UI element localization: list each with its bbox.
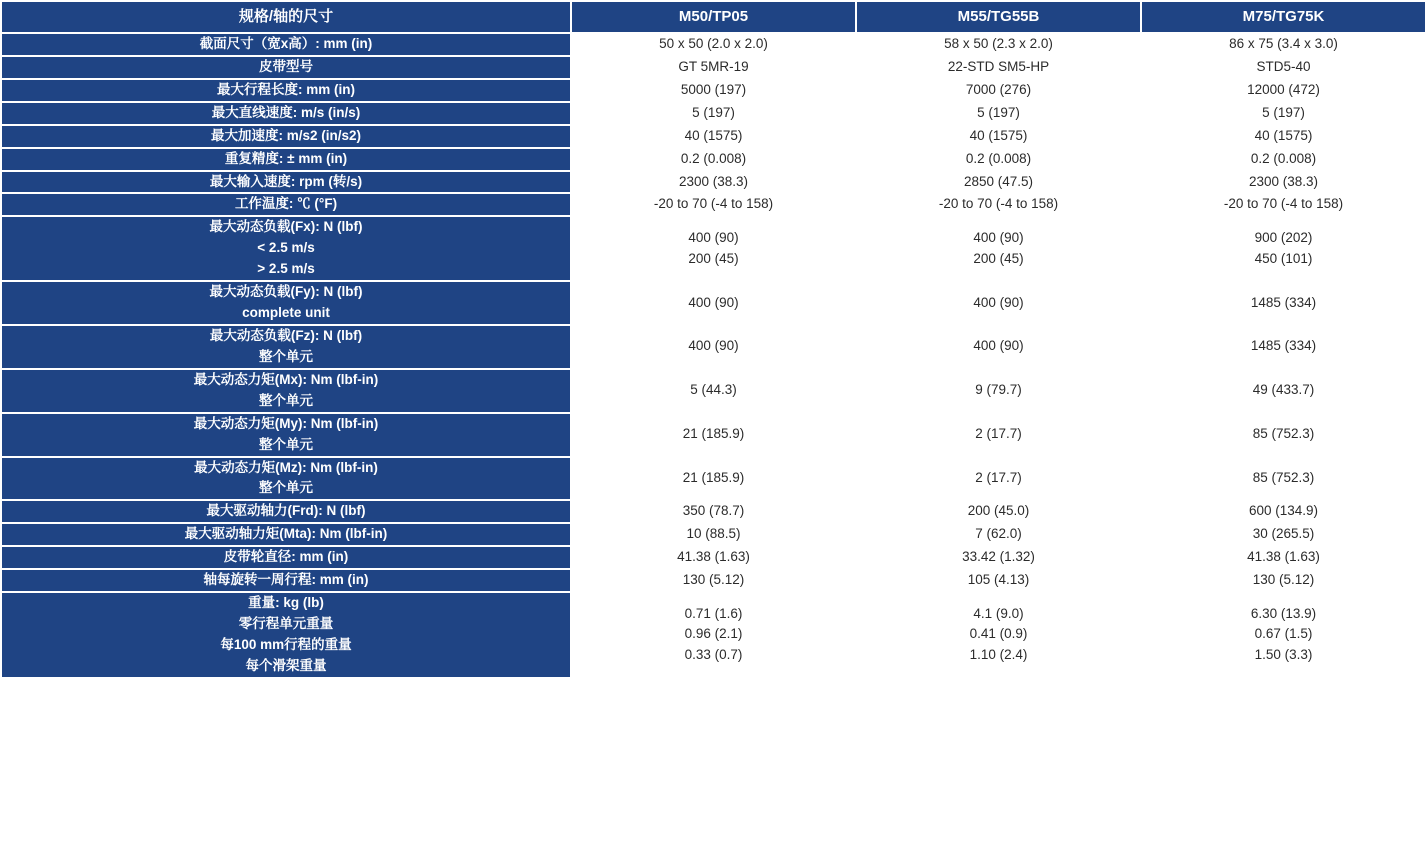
- table-row: [2, 458, 1425, 500]
- cell-value-line: 105 (4.13): [967, 572, 1030, 588]
- cell-value: [857, 370, 1140, 412]
- cell-value: [1142, 34, 1425, 55]
- row-label-line: 截面尺寸（宽x高）: mm (in): [199, 36, 373, 51]
- cell-value: [572, 194, 855, 215]
- cell-value-line: 33.42 (1.32): [962, 549, 1035, 565]
- cell-value-line: 0.67 (1.5): [1254, 626, 1313, 642]
- row-label-line: 轴每旋转一周行程: mm (in): [203, 572, 369, 588]
- row-label-line: 皮带型号: [259, 58, 313, 74]
- row-label-line: 最大驱动轴力矩(Mta): Nm (lbf-in): [184, 526, 388, 542]
- cell-value: [1142, 501, 1425, 522]
- row-label-line: 最大动态负载(Fx): N (lbf): [209, 219, 363, 235]
- row-label: [2, 217, 570, 280]
- cell-value-line: 0.2 (0.008): [1250, 150, 1317, 166]
- cell-value-line: 130 (5.12): [1252, 572, 1315, 588]
- cell-value-line: GT 5MR-19: [678, 58, 749, 74]
- cell-value-line: 1485 (334): [1250, 294, 1317, 310]
- cell-value-line: 2 (17.7): [975, 426, 1022, 442]
- row-label: [2, 570, 570, 591]
- cell-value-line: 21 (185.9): [682, 426, 745, 442]
- cell-value-line: 0.2 (0.008): [965, 150, 1032, 166]
- cell-value-line: 7 (62.0): [975, 526, 1022, 542]
- cell-value-line: 58 x 50 (2.3 x 2.0): [944, 36, 1053, 51]
- cell-value-line: 30 (265.5): [1252, 526, 1315, 542]
- row-label-line: 零行程单元重量: [238, 615, 334, 631]
- table-row: [2, 80, 1425, 101]
- cell-value-line: 21 (185.9): [682, 469, 745, 485]
- cell-value-line: 49 (433.7): [1252, 382, 1315, 398]
- table-header: [2, 2, 1425, 32]
- row-label: [2, 326, 570, 368]
- row-label: [2, 80, 570, 101]
- cell-value: [572, 172, 855, 193]
- table-row: [2, 501, 1425, 522]
- cell-value-line: 2300 (38.3): [1248, 173, 1319, 189]
- cell-value: [572, 282, 855, 324]
- table-header-row: [2, 2, 1425, 32]
- cell-value: [1142, 149, 1425, 170]
- cell-value: [1142, 458, 1425, 500]
- row-label: [2, 126, 570, 147]
- cell-value-line: 350 (78.7): [682, 503, 745, 519]
- cell-value: [1142, 103, 1425, 124]
- cell-value: [1142, 570, 1425, 591]
- cell-value: [857, 172, 1140, 193]
- row-label-line: 最大输入速度: rpm (转/s): [209, 173, 363, 189]
- table-body: [2, 34, 1425, 677]
- cell-value-line: 200 (45.0): [967, 503, 1030, 519]
- cell-value: [572, 103, 855, 124]
- cell-value-line: 5 (197): [692, 104, 735, 120]
- table-row: [2, 149, 1425, 170]
- cell-value: [1142, 326, 1425, 368]
- row-label-line: 每个滑架重量: [245, 657, 327, 673]
- header-spec-label: 规格/轴的尺寸: [2, 2, 570, 32]
- cell-value-line: 0.96 (2.1): [684, 626, 743, 642]
- cell-value: [572, 570, 855, 591]
- row-label-line: 最大动态负载(Fy): N (lbf): [209, 284, 363, 300]
- cell-value: [1142, 126, 1425, 147]
- cell-value-line: 85 (752.3): [1252, 426, 1315, 442]
- table-row: [2, 34, 1425, 55]
- cell-value-line: 1.10 (2.4): [969, 647, 1028, 663]
- cell-value-line: 5000 (197): [680, 81, 747, 97]
- cell-value: [857, 524, 1140, 545]
- cell-value-line: 0.33 (0.7): [684, 647, 743, 663]
- cell-value-line: 10 (88.5): [686, 526, 741, 542]
- cell-value-line: -20 to 70 (-4 to 158): [1223, 196, 1344, 212]
- cell-value-line: 41.38 (1.63): [1247, 549, 1320, 565]
- cell-value-line: 0.71 (1.6): [684, 605, 743, 621]
- cell-value: [1142, 194, 1425, 215]
- row-label-line: > 2.5 m/s: [257, 261, 315, 277]
- row-label-line: 最大加速度: m/s2 (in/s2): [210, 127, 362, 143]
- cell-value: [857, 103, 1140, 124]
- cell-value: [857, 34, 1140, 55]
- cell-value: [572, 34, 855, 55]
- row-label-line: 工作温度: ℃ (°F): [234, 196, 338, 212]
- row-label: [2, 34, 570, 55]
- cell-value: [572, 57, 855, 78]
- row-label-line: 最大动态力矩(Mx): Nm (lbf-in): [193, 371, 379, 387]
- row-label-line: 最大动态力矩(Mz): Nm (lbf-in): [194, 459, 378, 475]
- cell-value: [572, 80, 855, 101]
- row-label: [2, 282, 570, 324]
- cell-value-line: 40 (1575): [684, 127, 743, 143]
- cell-value: [1142, 57, 1425, 78]
- cell-value: [857, 501, 1140, 522]
- row-label-line: 整个单元: [259, 348, 313, 364]
- cell-value-line: 85 (752.3): [1252, 469, 1315, 485]
- cell-value-line: 7000 (276): [965, 81, 1032, 97]
- cell-value-line: 200 (45): [973, 250, 1024, 266]
- header-model-2: M55/TG55B: [857, 2, 1140, 32]
- table-row: [2, 126, 1425, 147]
- row-label: [2, 172, 570, 193]
- cell-value: [1142, 217, 1425, 280]
- cell-value-line: 22-STD SM5-HP: [947, 58, 1050, 74]
- row-label-line: 整个单元: [259, 480, 313, 496]
- cell-value: [1142, 414, 1425, 456]
- cell-value-line: 400 (90): [973, 294, 1024, 310]
- cell-value-line: 1485 (334): [1250, 338, 1317, 354]
- cell-value-line: 86 x 75 (3.4 x 3.0): [1229, 36, 1338, 51]
- cell-value-line: 600 (134.9): [1248, 503, 1319, 519]
- cell-value: [572, 217, 855, 280]
- row-label-line: 重量: kg (lb): [248, 595, 324, 611]
- cell-value-line: STD5-40: [1256, 58, 1311, 74]
- cell-value: [857, 282, 1140, 324]
- cell-value: [572, 593, 855, 677]
- cell-value-line: 40 (1575): [1254, 127, 1313, 143]
- cell-value: [1142, 524, 1425, 545]
- cell-value-line: 5 (44.3): [690, 382, 737, 398]
- table-row: [2, 172, 1425, 193]
- cell-value: [572, 501, 855, 522]
- cell-value: [572, 370, 855, 412]
- row-label-line: 最大行程长度: mm (in): [217, 81, 355, 97]
- cell-value-line: 2 (17.7): [975, 469, 1022, 485]
- table-row: [2, 547, 1425, 568]
- row-label: [2, 593, 570, 677]
- cell-value: [572, 414, 855, 456]
- row-label: [2, 370, 570, 412]
- row-label-line: 皮带轮直径: mm (in): [223, 549, 349, 565]
- cell-value-line: 0.2 (0.008): [680, 150, 747, 166]
- table-row: [2, 57, 1425, 78]
- cell-value-line: 400 (90): [688, 229, 739, 245]
- cell-value-line: 400 (90): [973, 338, 1024, 354]
- cell-value: [1142, 370, 1425, 412]
- table-row: [2, 194, 1425, 215]
- cell-value-line: 2850 (47.5): [963, 173, 1034, 189]
- cell-value: [572, 524, 855, 545]
- cell-value: [572, 326, 855, 368]
- cell-value: [572, 458, 855, 500]
- row-label-line: < 2.5 m/s: [257, 240, 315, 256]
- cell-value-line: 0.41 (0.9): [969, 626, 1028, 642]
- cell-value-line: 2300 (38.3): [678, 173, 749, 189]
- cell-value: [857, 80, 1140, 101]
- cell-value: [1142, 282, 1425, 324]
- cell-value-line: 130 (5.12): [682, 572, 745, 588]
- cell-value: [857, 547, 1140, 568]
- row-label-line: 整个单元: [259, 392, 313, 408]
- row-label: [2, 524, 570, 545]
- cell-value-line: 9 (79.7): [975, 382, 1022, 398]
- cell-value-line: 41.38 (1.63): [677, 549, 750, 565]
- table-row: [2, 103, 1425, 124]
- cell-value: [857, 593, 1140, 677]
- cell-value-line: 5 (197): [977, 104, 1020, 120]
- row-label-line: 重复精度: ± mm (in): [224, 150, 348, 166]
- row-label: [2, 194, 570, 215]
- cell-value-line: 6.30 (13.9): [1250, 605, 1317, 621]
- cell-value: [857, 194, 1140, 215]
- cell-value: [572, 126, 855, 147]
- cell-value: [857, 414, 1140, 456]
- cell-value: [1142, 80, 1425, 101]
- row-label: [2, 57, 570, 78]
- cell-value-line: 12000 (472): [1247, 81, 1320, 97]
- cell-value-line: 4.1 (9.0): [973, 605, 1024, 621]
- row-label: [2, 103, 570, 124]
- cell-value: [572, 547, 855, 568]
- cell-value: [857, 149, 1140, 170]
- cell-value-line: 400 (90): [688, 294, 739, 310]
- table-row: [2, 326, 1425, 368]
- cell-value: [857, 570, 1140, 591]
- table-row: [2, 570, 1425, 591]
- cell-value-line: 50 x 50 (2.0 x 2.0): [659, 36, 768, 51]
- table-row: [2, 593, 1425, 677]
- cell-value: [857, 458, 1140, 500]
- row-label-line: 最大动态负载(Fz): N (lbf): [209, 327, 363, 343]
- row-label: [2, 501, 570, 522]
- row-label: [2, 458, 570, 500]
- cell-value-line: 200 (45): [688, 250, 739, 266]
- table-row: [2, 414, 1425, 456]
- row-label-line: 最大动态力矩(My): Nm (lbf-in): [193, 415, 379, 431]
- cell-value-line: 400 (90): [688, 338, 739, 354]
- cell-value: [857, 57, 1140, 78]
- cell-value-line: 900 (202): [1254, 229, 1313, 245]
- cell-value-line: 5 (197): [1262, 104, 1305, 120]
- cell-value: [857, 126, 1140, 147]
- row-label-line: complete unit: [242, 305, 330, 321]
- table-row: [2, 217, 1425, 280]
- cell-value-line: 40 (1575): [969, 127, 1028, 143]
- header-model-3: M75/TG75K: [1142, 2, 1425, 32]
- cell-value: [857, 326, 1140, 368]
- cell-value: [857, 217, 1140, 280]
- table-row: [2, 524, 1425, 545]
- cell-value-line: -20 to 70 (-4 to 158): [653, 196, 774, 212]
- row-label-line: 整个单元: [259, 436, 313, 452]
- cell-value: [1142, 172, 1425, 193]
- cell-value-line: 400 (90): [973, 229, 1024, 245]
- row-label: [2, 547, 570, 568]
- row-label: [2, 149, 570, 170]
- row-label-line: 最大直线速度: m/s (in/s): [211, 104, 361, 120]
- table-row: [2, 282, 1425, 324]
- cell-value: [1142, 593, 1425, 677]
- cell-value-line: 1.50 (3.3): [1254, 647, 1313, 663]
- cell-value-line: -20 to 70 (-4 to 158): [938, 196, 1059, 212]
- row-label-line: 最大驱动轴力(Frd): N (lbf): [206, 503, 366, 519]
- header-model-1: M50/TP05: [572, 2, 855, 32]
- row-label: [2, 414, 570, 456]
- cell-value-line: 450 (101): [1254, 250, 1313, 266]
- table-row: [2, 370, 1425, 412]
- cell-value: [572, 149, 855, 170]
- row-label-line: 每100 mm行程的重量: [220, 636, 352, 652]
- cell-value: [1142, 547, 1425, 568]
